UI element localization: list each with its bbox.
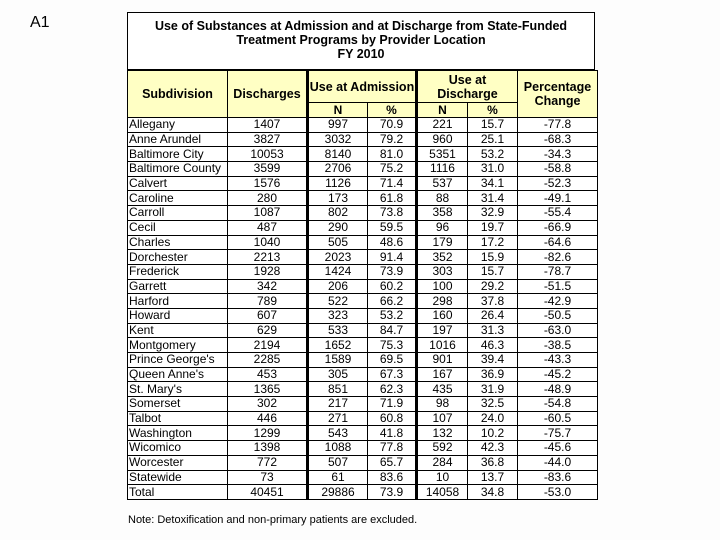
cell-admission-n: 61	[308, 470, 368, 485]
cell-percentage-change: -53.0	[518, 485, 598, 500]
cell-admission-pct: 75.2	[368, 162, 417, 177]
cell-subdivision: Prince George's	[128, 353, 228, 368]
cell-subdivision: Howard	[128, 308, 228, 323]
cell-percentage-change: -64.6	[518, 235, 598, 250]
cell-percentage-change: -78.7	[518, 264, 598, 279]
table-row	[128, 162, 598, 177]
table-row	[128, 470, 598, 485]
cell-discharges: 1087	[228, 206, 308, 221]
cell-discharge-n: 303	[417, 264, 468, 279]
cell-discharges: 3599	[228, 162, 308, 177]
cell-admission-n: 1088	[308, 441, 368, 456]
cell-subdivision: Dorchester	[128, 250, 228, 265]
header-percentage-change: Percentage Change	[518, 71, 598, 118]
cell-percentage-change: -51.5	[518, 279, 598, 294]
cell-admission-pct: 60.8	[368, 411, 417, 426]
cell-discharge-n: 435	[417, 382, 468, 397]
title-line-1: Use of Substances at Admission and at Discharge from State-Funded	[154, 19, 568, 33]
table-row	[128, 397, 598, 412]
cell-discharge-pct: 36.9	[468, 367, 518, 382]
table-row	[128, 382, 598, 397]
header-discharge-n: N	[417, 103, 468, 118]
cell-admission-n: 206	[308, 279, 368, 294]
cell-subdivision: Garrett	[128, 279, 228, 294]
table-row	[128, 220, 598, 235]
cell-discharge-n: 14058	[417, 485, 468, 500]
cell-discharge-pct: 26.4	[468, 308, 518, 323]
cell-subdivision: Worcester	[128, 455, 228, 470]
cell-admission-n: 507	[308, 455, 368, 470]
cell-discharge-n: 5351	[417, 147, 468, 162]
header-subdivision: Subdivision	[128, 71, 228, 118]
table-row	[128, 191, 598, 206]
cell-percentage-change: -66.9	[518, 220, 598, 235]
cell-admission-pct: 66.2	[368, 294, 417, 309]
table-row	[128, 264, 598, 279]
cell-discharges: 1398	[228, 441, 308, 456]
table-row	[128, 353, 598, 368]
cell-subdivision: Carroll	[128, 206, 228, 221]
cell-admission-n: 802	[308, 206, 368, 221]
cell-discharge-n: 901	[417, 353, 468, 368]
cell-discharge-n: 98	[417, 397, 468, 412]
cell-discharge-n: 96	[417, 220, 468, 235]
header-discharges: Discharges	[228, 71, 308, 118]
cell-percentage-change: -52.3	[518, 176, 598, 191]
cell-admission-n: 522	[308, 294, 368, 309]
cell-discharges: 487	[228, 220, 308, 235]
cell-subdivision: Harford	[128, 294, 228, 309]
title-line-3: FY 2010	[337, 47, 385, 61]
cell-percentage-change: -68.3	[518, 132, 598, 147]
table-row	[128, 132, 598, 147]
cell-discharge-pct: 53.2	[468, 147, 518, 162]
cell-admission-pct: 71.9	[368, 397, 417, 412]
table-row	[128, 294, 598, 309]
cell-discharge-pct: 37.8	[468, 294, 518, 309]
cell-discharge-n: 167	[417, 367, 468, 382]
cell-discharges: 2285	[228, 353, 308, 368]
cell-subdivision: Caroline	[128, 191, 228, 206]
cell-percentage-change: -45.2	[518, 367, 598, 382]
cell-discharge-n: 358	[417, 206, 468, 221]
cell-percentage-change: -48.9	[518, 382, 598, 397]
cell-admission-n: 8140	[308, 147, 368, 162]
cell-admission-pct: 41.8	[368, 426, 417, 441]
cell-discharge-pct: 29.2	[468, 279, 518, 294]
cell-admission-pct: 81.0	[368, 147, 417, 162]
cell-discharges: 2194	[228, 338, 308, 353]
cell-admission-pct: 73.9	[368, 264, 417, 279]
cell-subdivision: Anne Arundel	[128, 132, 228, 147]
cell-subdivision: St. Mary's	[128, 382, 228, 397]
slide-label: A1	[30, 14, 50, 31]
cell-discharges: 629	[228, 323, 308, 338]
cell-discharges: 2213	[228, 250, 308, 265]
cell-discharges: 446	[228, 411, 308, 426]
cell-discharge-pct: 46.3	[468, 338, 518, 353]
cell-discharge-n: 197	[417, 323, 468, 338]
cell-admission-pct: 71.4	[368, 176, 417, 191]
cell-admission-pct: 61.8	[368, 191, 417, 206]
cell-discharge-pct: 32.9	[468, 206, 518, 221]
cell-admission-n: 271	[308, 411, 368, 426]
cell-discharges: 1928	[228, 264, 308, 279]
cell-admission-pct: 62.3	[368, 382, 417, 397]
cell-percentage-change: -60.5	[518, 411, 598, 426]
cell-admission-n: 290	[308, 220, 368, 235]
cell-percentage-change: -77.8	[518, 118, 598, 133]
cell-discharges: 1365	[228, 382, 308, 397]
table-body	[128, 118, 598, 500]
cell-subdivision: Washington	[128, 426, 228, 441]
cell-percentage-change: -45.6	[518, 441, 598, 456]
table-row	[128, 206, 598, 221]
cell-admission-pct: 91.4	[368, 250, 417, 265]
cell-percentage-change: -49.1	[518, 191, 598, 206]
cell-discharge-pct: 15.9	[468, 250, 518, 265]
cell-subdivision: Calvert	[128, 176, 228, 191]
cell-discharges: 772	[228, 455, 308, 470]
cell-discharge-pct: 31.0	[468, 162, 518, 177]
cell-percentage-change: -38.5	[518, 338, 598, 353]
cell-percentage-change: -63.0	[518, 323, 598, 338]
cell-admission-n: 1589	[308, 353, 368, 368]
cell-discharge-n: 132	[417, 426, 468, 441]
table-row	[128, 323, 598, 338]
cell-discharge-n: 537	[417, 176, 468, 191]
cell-discharges: 1576	[228, 176, 308, 191]
table-row	[128, 367, 598, 382]
cell-admission-pct: 70.9	[368, 118, 417, 133]
cell-discharge-n: 298	[417, 294, 468, 309]
cell-admission-pct: 73.9	[368, 485, 417, 500]
cell-admission-n: 543	[308, 426, 368, 441]
cell-discharge-pct: 31.3	[468, 323, 518, 338]
cell-discharges: 453	[228, 367, 308, 382]
cell-admission-n: 1424	[308, 264, 368, 279]
cell-discharges: 302	[228, 397, 308, 412]
cell-percentage-change: -58.8	[518, 162, 598, 177]
cell-admission-pct: 79.2	[368, 132, 417, 147]
cell-admission-n: 851	[308, 382, 368, 397]
header-use-at-admission: Use at Admission	[308, 71, 417, 103]
cell-discharges: 1299	[228, 426, 308, 441]
cell-admission-pct: 69.5	[368, 353, 417, 368]
cell-discharge-pct: 10.2	[468, 426, 518, 441]
cell-discharge-n: 88	[417, 191, 468, 206]
cell-admission-n: 29886	[308, 485, 368, 500]
header-admission-pct: %	[368, 103, 417, 118]
cell-discharge-pct: 15.7	[468, 264, 518, 279]
cell-percentage-change: -42.9	[518, 294, 598, 309]
cell-subdivision: Charles	[128, 235, 228, 250]
cell-discharge-pct: 36.8	[468, 455, 518, 470]
cell-percentage-change: -50.5	[518, 308, 598, 323]
cell-discharges: 73	[228, 470, 308, 485]
table-row	[128, 147, 598, 162]
table-row	[128, 426, 598, 441]
cell-admission-n: 173	[308, 191, 368, 206]
cell-discharge-pct: 13.7	[468, 470, 518, 485]
cell-percentage-change: -75.7	[518, 426, 598, 441]
cell-subdivision: Baltimore City	[128, 147, 228, 162]
cell-admission-n: 2023	[308, 250, 368, 265]
cell-discharge-pct: 31.4	[468, 191, 518, 206]
cell-discharge-n: 221	[417, 118, 468, 133]
cell-discharge-pct: 19.7	[468, 220, 518, 235]
cell-subdivision: Allegany	[128, 118, 228, 133]
cell-discharge-pct: 31.9	[468, 382, 518, 397]
cell-discharges: 1407	[228, 118, 308, 133]
header-admission-n: N	[308, 103, 368, 118]
cell-percentage-change: -54.8	[518, 397, 598, 412]
cell-subdivision: Montgomery	[128, 338, 228, 353]
cell-discharges: 3827	[228, 132, 308, 147]
footnote: Note: Detoxification and non-primary patients are excluded.	[128, 514, 418, 526]
cell-discharge-n: 107	[417, 411, 468, 426]
cell-percentage-change: -34.3	[518, 147, 598, 162]
cell-discharges: 40451	[228, 485, 308, 500]
substance-use-table	[127, 70, 598, 500]
cell-discharge-pct: 39.4	[468, 353, 518, 368]
cell-discharge-pct: 34.1	[468, 176, 518, 191]
cell-percentage-change: -44.0	[518, 455, 598, 470]
cell-discharge-n: 1016	[417, 338, 468, 353]
table-row	[128, 118, 598, 133]
cell-discharge-pct: 25.1	[468, 132, 518, 147]
cell-discharges: 1040	[228, 235, 308, 250]
table-row	[128, 235, 598, 250]
cell-admission-pct: 84.7	[368, 323, 417, 338]
cell-discharge-n: 960	[417, 132, 468, 147]
cell-subdivision: Wicomico	[128, 441, 228, 456]
cell-subdivision: Kent	[128, 323, 228, 338]
cell-discharge-pct: 24.0	[468, 411, 518, 426]
table-row	[128, 455, 598, 470]
cell-admission-n: 3032	[308, 132, 368, 147]
cell-discharges: 342	[228, 279, 308, 294]
cell-subdivision: Statewide	[128, 470, 228, 485]
cell-discharge-n: 352	[417, 250, 468, 265]
cell-admission-pct: 53.2	[368, 308, 417, 323]
header-use-at-discharge: Use at Discharge	[417, 71, 518, 103]
cell-admission-pct: 48.6	[368, 235, 417, 250]
cell-admission-pct: 75.3	[368, 338, 417, 353]
cell-admission-pct: 59.5	[368, 220, 417, 235]
cell-admission-n: 997	[308, 118, 368, 133]
cell-admission-n: 1652	[308, 338, 368, 353]
cell-admission-pct: 73.8	[368, 206, 417, 221]
cell-subdivision: Total	[128, 485, 228, 500]
cell-discharge-n: 592	[417, 441, 468, 456]
cell-discharge-n: 179	[417, 235, 468, 250]
cell-admission-n: 305	[308, 367, 368, 382]
cell-subdivision: Talbot	[128, 411, 228, 426]
cell-subdivision: Queen Anne's	[128, 367, 228, 382]
cell-subdivision: Cecil	[128, 220, 228, 235]
cell-discharges: 789	[228, 294, 308, 309]
cell-percentage-change: -43.3	[518, 353, 598, 368]
cell-admission-pct: 67.3	[368, 367, 417, 382]
title-line-2: Treatment Programs by Provider Location	[236, 33, 486, 47]
cell-admission-pct: 65.7	[368, 455, 417, 470]
cell-percentage-change: -55.4	[518, 206, 598, 221]
cell-percentage-change: -82.6	[518, 250, 598, 265]
cell-discharges: 10053	[228, 147, 308, 162]
cell-percentage-change: -83.6	[518, 470, 598, 485]
cell-discharge-pct: 15.7	[468, 118, 518, 133]
table-row	[128, 411, 598, 426]
cell-admission-n: 1126	[308, 176, 368, 191]
table-row	[128, 279, 598, 294]
cell-discharge-n: 1116	[417, 162, 468, 177]
cell-subdivision: Somerset	[128, 397, 228, 412]
cell-discharge-n: 284	[417, 455, 468, 470]
header-discharge-pct: %	[468, 103, 518, 118]
table-row	[128, 338, 598, 353]
table-row	[128, 176, 598, 191]
cell-discharge-pct: 34.8	[468, 485, 518, 500]
table-row	[128, 308, 598, 323]
cell-admission-n: 2706	[308, 162, 368, 177]
cell-discharge-pct: 17.2	[468, 235, 518, 250]
cell-admission-pct: 60.2	[368, 279, 417, 294]
cell-admission-pct: 77.8	[368, 441, 417, 456]
cell-discharge-n: 100	[417, 279, 468, 294]
cell-discharge-pct: 42.3	[468, 441, 518, 456]
table-title	[127, 12, 595, 70]
cell-admission-n: 505	[308, 235, 368, 250]
cell-discharge-pct: 32.5	[468, 397, 518, 412]
cell-discharges: 607	[228, 308, 308, 323]
cell-discharge-n: 10	[417, 470, 468, 485]
cell-admission-n: 323	[308, 308, 368, 323]
cell-discharges: 280	[228, 191, 308, 206]
cell-admission-n: 217	[308, 397, 368, 412]
cell-admission-pct: 83.6	[368, 470, 417, 485]
cell-subdivision: Baltimore County	[128, 162, 228, 177]
cell-admission-n: 533	[308, 323, 368, 338]
cell-subdivision: Frederick	[128, 264, 228, 279]
table-row	[128, 485, 598, 500]
table-row	[128, 250, 598, 265]
cell-discharge-n: 160	[417, 308, 468, 323]
table-row	[128, 441, 598, 456]
